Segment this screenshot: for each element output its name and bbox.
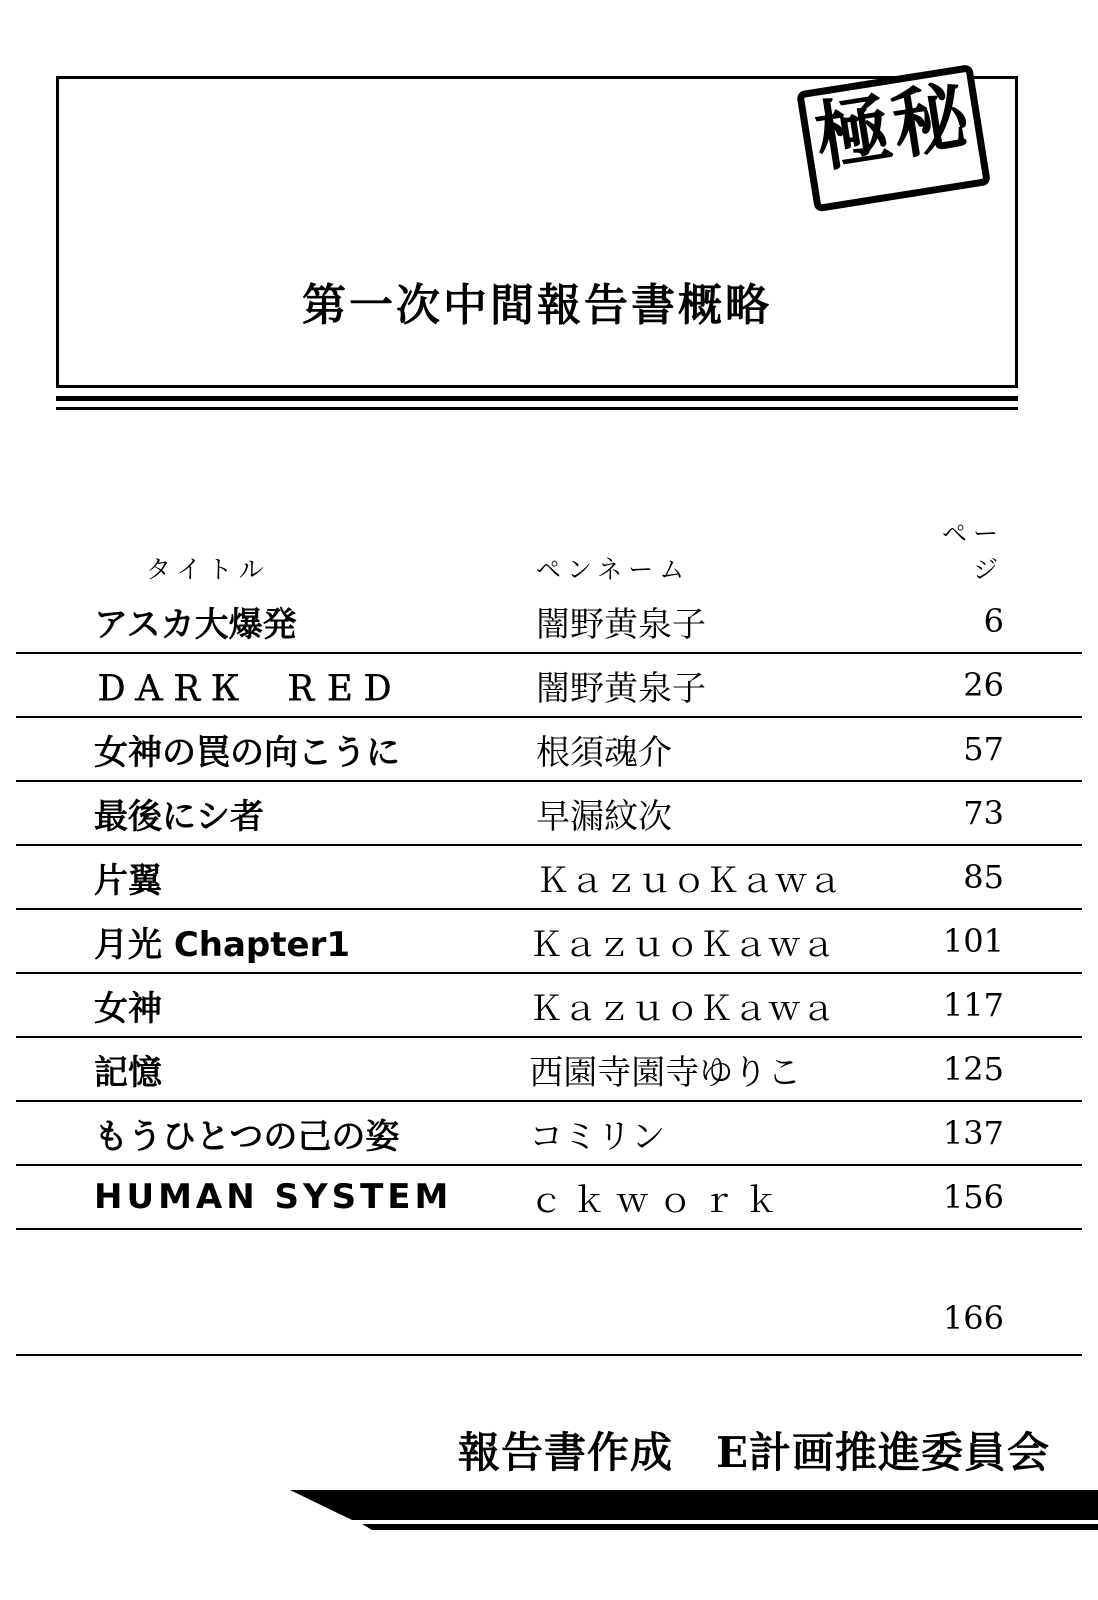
toc-entry-penname: ＫａｚｕｏＫａｗａ	[529, 988, 836, 1029]
footer-bar-decoration	[0, 1490, 1098, 1530]
header-rule-thick	[56, 396, 1018, 401]
header-rule-thin	[56, 407, 1018, 410]
stamp-label: 極秘	[808, 70, 977, 183]
toc-entry-penname: 根須魂介	[536, 732, 672, 773]
toc-entry-title: 最後にシ者	[94, 796, 264, 837]
table-row[interactable]	[16, 590, 1082, 654]
toc-header-page: ページ	[941, 519, 1004, 584]
toc-entry-page: 117	[942, 986, 1004, 1024]
toc-entry-title: ＤＡＲＫ ＲＥＤ	[94, 668, 398, 709]
toc-entry-penname: コミリン	[529, 1116, 666, 1157]
toc-entry-title: 女神	[94, 988, 162, 1029]
table-row[interactable]	[16, 1038, 1082, 1102]
page-title: 第一次中間報告書概略	[302, 280, 772, 331]
toc-entry-penname: 闇野黄泉子	[536, 668, 706, 709]
toc-header-row	[16, 519, 1082, 590]
header-frame	[56, 70, 1018, 388]
table-row[interactable]	[16, 910, 1082, 974]
table-row-final[interactable]	[16, 1282, 1082, 1356]
table-row[interactable]	[16, 1166, 1082, 1230]
toc-entry-penname: ｃｋｗｏｒｋ	[529, 1180, 788, 1221]
toc-entry-title: HUMAN SYSTEM	[94, 1177, 453, 1217]
toc-entry-penname: 西園寺園寺ゆりこ	[529, 1052, 802, 1093]
table-row[interactable]	[16, 718, 1082, 782]
table-row[interactable]	[16, 846, 1082, 910]
toc-entry-page: 137	[942, 1114, 1004, 1152]
toc-entry-page: 26	[963, 666, 1004, 704]
toc-entry-page: 101	[942, 922, 1004, 960]
table-of-contents	[16, 519, 1082, 1356]
toc-spacer	[16, 1230, 1082, 1282]
toc-header-title: タイトル	[146, 555, 270, 584]
toc-entry-title: アスカ大爆発	[94, 604, 297, 645]
top-secret-stamp	[784, 46, 1007, 235]
toc-entry-page: 125	[942, 1050, 1004, 1088]
toc-entry-page: 73	[963, 794, 1004, 832]
toc-entry-penname: 闇野黄泉子	[536, 604, 706, 645]
table-row[interactable]	[16, 974, 1082, 1038]
table-row[interactable]	[16, 1102, 1082, 1166]
toc-entry-page: 57	[963, 730, 1004, 768]
toc-entry-title: もうひとつの己の姿	[94, 1116, 400, 1157]
table-row[interactable]	[16, 782, 1082, 846]
toc-entry-title: 月光 Chapter1	[94, 924, 351, 965]
table-row[interactable]	[16, 654, 1082, 718]
footer-label: 報告書作成 E計画推進委員会	[457, 1428, 1050, 1477]
toc-entry-page: 156	[942, 1178, 1004, 1216]
toc-entry-page: 85	[963, 858, 1004, 896]
toc-entry-title: 片翼	[94, 860, 162, 901]
toc-entry-penname: ＫａｚｕｏＫａｗａ	[529, 924, 836, 965]
toc-entry-penname: 早漏紋次	[536, 796, 672, 837]
toc-entry-penname: ＫａｚｕｏＫａｗａ	[536, 860, 842, 901]
document-footer	[0, 1420, 1098, 1540]
document-header	[56, 70, 1018, 388]
toc-header-penname: ペンネーム	[536, 555, 691, 584]
toc-entry-page: 6	[983, 602, 1004, 640]
toc-entry-title: 女神の罠の向こうに	[94, 732, 400, 773]
toc-entry-page: 166	[942, 1299, 1004, 1337]
toc-entry-title: 記憶	[94, 1052, 162, 1093]
